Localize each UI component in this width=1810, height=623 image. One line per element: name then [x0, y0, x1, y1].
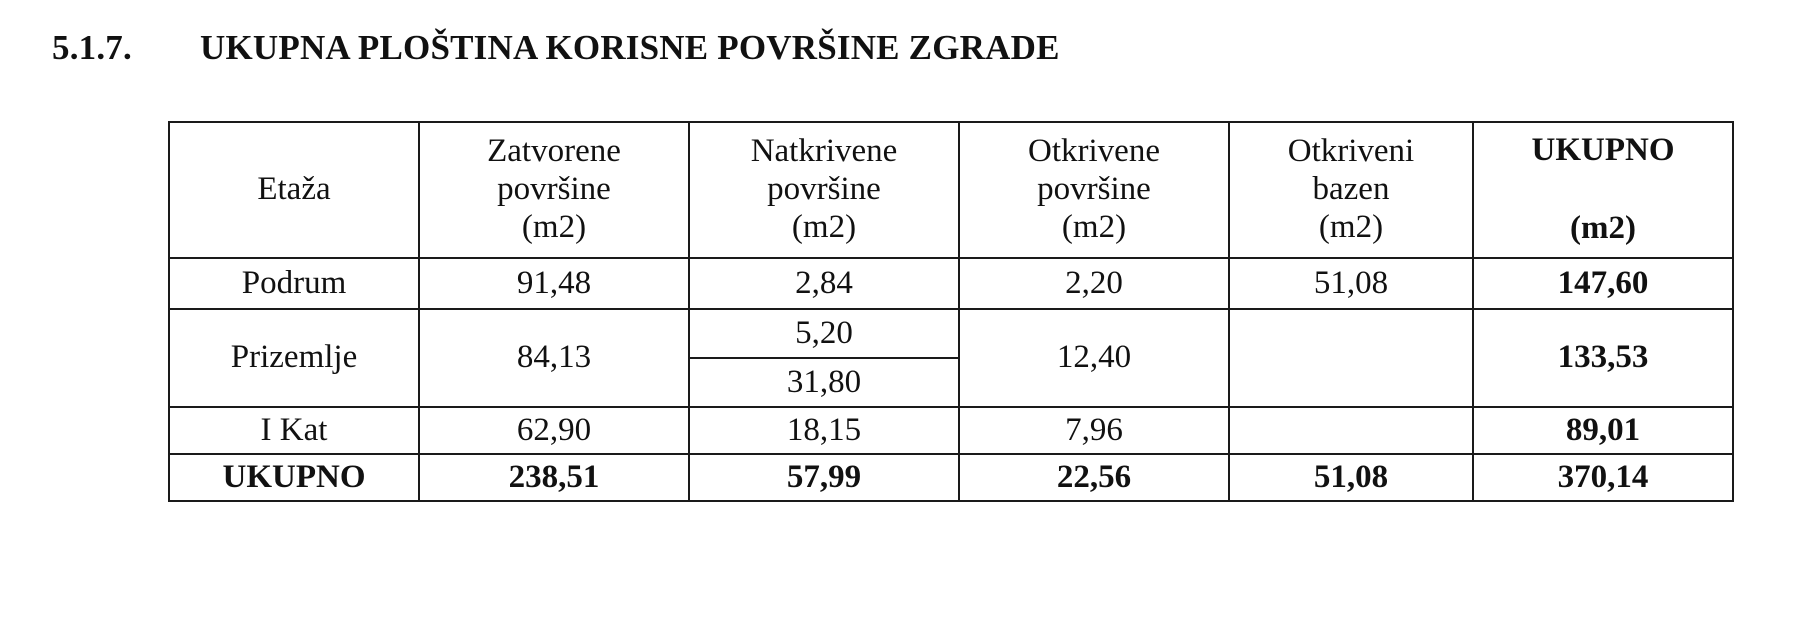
header-zatvorene-line2: površine [497, 171, 611, 208]
header-natkrivene [689, 122, 959, 258]
header-etaza [169, 122, 419, 258]
cell-ukupno: 89,01 [1473, 407, 1733, 454]
header-bazen-line3: (m2) [1318, 208, 1384, 245]
cell-otkrivene: 12,40 [959, 309, 1229, 407]
cell-bazen: 51,08 [1229, 454, 1473, 501]
header-natkrivene-line2: površine [767, 171, 881, 208]
cell-zatvorene: 238,51 [419, 454, 689, 501]
cell-label: Prizemlje [169, 309, 419, 407]
cell-bazen [1229, 309, 1473, 407]
cell-ukupno: 370,14 [1473, 454, 1733, 501]
section-title: UKUPNA PLOŠTINA KORISNE POVRŠINE ZGRADE [200, 28, 1060, 67]
header-otkrivene-line3: (m2) [1061, 208, 1127, 245]
header-natkrivene-line1: Natkrivene [750, 133, 898, 170]
table-row-total [169, 454, 1733, 501]
cell-natkrivene-1: 5,20 [689, 309, 959, 358]
section-heading [52, 28, 1060, 68]
cell-otkrivene: 7,96 [959, 407, 1229, 454]
header-zatvorene-line3: (m2) [521, 208, 587, 245]
cell-natkrivene: 57,99 [689, 454, 959, 501]
section-number: 5.1.7. [52, 28, 132, 67]
header-ukupno-line1: UKUPNO [1531, 132, 1675, 169]
header-otkrivene-line2: površine [1037, 171, 1151, 208]
cell-natkrivene-2: 31,80 [689, 358, 959, 407]
cell-natkrivene: 2,84 [689, 258, 959, 309]
header-bazen [1229, 122, 1473, 258]
header-etaza-label: Etaža [257, 171, 331, 208]
table-header-row [169, 122, 1733, 258]
cell-zatvorene: 84,13 [419, 309, 689, 407]
cell-bazen [1229, 407, 1473, 454]
table-row-prizemlje [169, 309, 1733, 358]
cell-zatvorene: 62,90 [419, 407, 689, 454]
table-row-podrum [169, 258, 1733, 309]
cell-otkrivene: 22,56 [959, 454, 1229, 501]
floor-area-table [168, 121, 1734, 502]
cell-natkrivene: 18,15 [689, 407, 959, 454]
header-natkrivene-line3: (m2) [791, 208, 857, 245]
cell-ukupno: 147,60 [1473, 258, 1733, 309]
cell-label: UKUPNO [169, 454, 419, 501]
header-bazen-line2: bazen [1312, 171, 1390, 208]
cell-label: I Kat [169, 407, 419, 454]
table-row-kat [169, 407, 1733, 454]
header-otkrivene [959, 122, 1229, 258]
cell-label: Podrum [169, 258, 419, 309]
header-ukupno-line3: (m2) [1570, 210, 1636, 246]
header-otkrivene-line1: Otkrivene [1028, 133, 1160, 170]
header-zatvorene-line1: Zatvorene [487, 133, 621, 170]
header-bazen-line1: Otkriveni [1287, 133, 1415, 170]
cell-zatvorene: 91,48 [419, 258, 689, 309]
cell-otkrivene: 2,20 [959, 258, 1229, 309]
header-ukupno [1473, 122, 1733, 258]
header-zatvorene [419, 122, 689, 258]
cell-bazen: 51,08 [1229, 258, 1473, 309]
cell-ukupno: 133,53 [1473, 309, 1733, 407]
